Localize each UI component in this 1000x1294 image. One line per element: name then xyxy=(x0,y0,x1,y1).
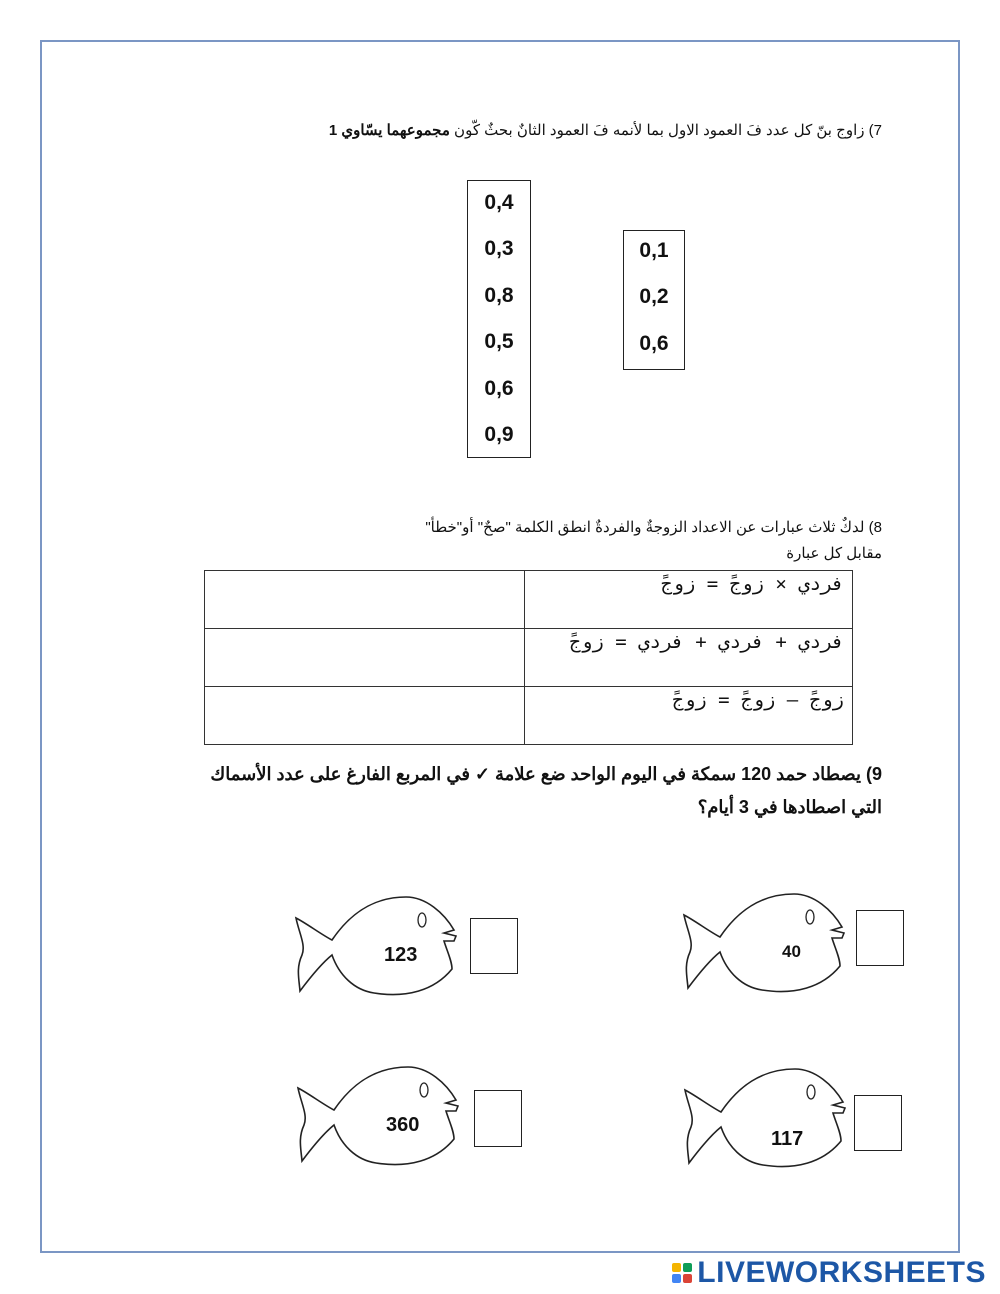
true-false-table xyxy=(204,570,853,745)
answer-cell[interactable] xyxy=(205,687,525,745)
fish-number: 360 xyxy=(386,1114,420,1136)
question-9 xyxy=(182,758,882,824)
logo-icon xyxy=(672,1263,692,1283)
fish-icon xyxy=(296,1063,466,1169)
answer-checkbox[interactable] xyxy=(474,1090,522,1147)
logo-square xyxy=(683,1274,692,1283)
liveworksheets-logo[interactable] xyxy=(672,1256,986,1290)
question-8-line2: مقابل كل عبارة xyxy=(786,545,882,562)
table-row xyxy=(205,571,853,629)
statement-cell: فردي + فردي + فردي = زوجً xyxy=(524,629,852,687)
column-a-value[interactable]: 0,4 xyxy=(484,191,514,214)
logo-square xyxy=(672,1274,681,1283)
fish-option xyxy=(683,1065,853,1171)
question-7-text: 7) زاوج بنّ كل عدد فَ العمود الاول بما لأنمه فَ العمود الثانٌ بحثٌ كّون xyxy=(449,122,882,139)
logo-square xyxy=(672,1263,681,1272)
question-7-bold: مجموعهما يسّاوي 1 xyxy=(328,122,450,139)
column-a-value[interactable]: 0,6 xyxy=(484,377,514,400)
statement-cell: فردي × زوجً = زوجً xyxy=(524,571,852,629)
question-7 xyxy=(242,118,882,144)
answer-checkbox[interactable] xyxy=(854,1095,902,1151)
table-row xyxy=(205,687,853,745)
column-b-value[interactable]: 0,2 xyxy=(639,285,669,308)
column-a xyxy=(467,180,531,458)
fish-option xyxy=(296,1063,466,1169)
question-8 xyxy=(362,515,882,567)
table-row xyxy=(205,629,853,687)
fish-icon xyxy=(682,890,852,996)
column-a-value[interactable]: 0,9 xyxy=(484,423,514,446)
fish-number: 117 xyxy=(771,1128,804,1150)
fish-number: 40 xyxy=(782,942,801,961)
column-a-value[interactable]: 0,3 xyxy=(484,237,514,260)
answer-cell[interactable] xyxy=(205,629,525,687)
statement-cell: زوجً – زوجً = زوجً xyxy=(524,687,852,745)
column-b-value[interactable]: 0,1 xyxy=(639,239,669,262)
logo-square xyxy=(683,1263,692,1272)
fish-option xyxy=(682,890,852,996)
column-b-value[interactable]: 0,6 xyxy=(639,332,669,355)
question-8-line1: 8) لدكٌ ثلاث عبارات عن الاعداد الزوجةٌ والفردةٌ انطق الكلمة "صحٌ" أو"خطأ" xyxy=(425,519,882,536)
question-9-line2: التي اصطادها في 3 أيام؟ xyxy=(697,797,882,817)
fish-option xyxy=(294,893,464,999)
column-a-value[interactable]: 0,5 xyxy=(484,330,514,353)
column-a-value[interactable]: 0,8 xyxy=(484,284,514,307)
fish-number: 123 xyxy=(384,944,418,966)
column-b xyxy=(623,230,685,370)
answer-cell[interactable] xyxy=(205,571,525,629)
question-9-line1: 9) يصطاد حمد 120 سمكة في اليوم الواحد ضع علامة ✓ في المربع الفارغ على عدد الأسماك xyxy=(210,764,882,784)
answer-checkbox[interactable] xyxy=(856,910,904,966)
brand-name: LIVEWORKSHEETS xyxy=(697,1256,986,1289)
answer-checkbox[interactable] xyxy=(470,918,518,974)
fish-icon xyxy=(294,893,464,999)
fish-icon xyxy=(683,1065,853,1171)
